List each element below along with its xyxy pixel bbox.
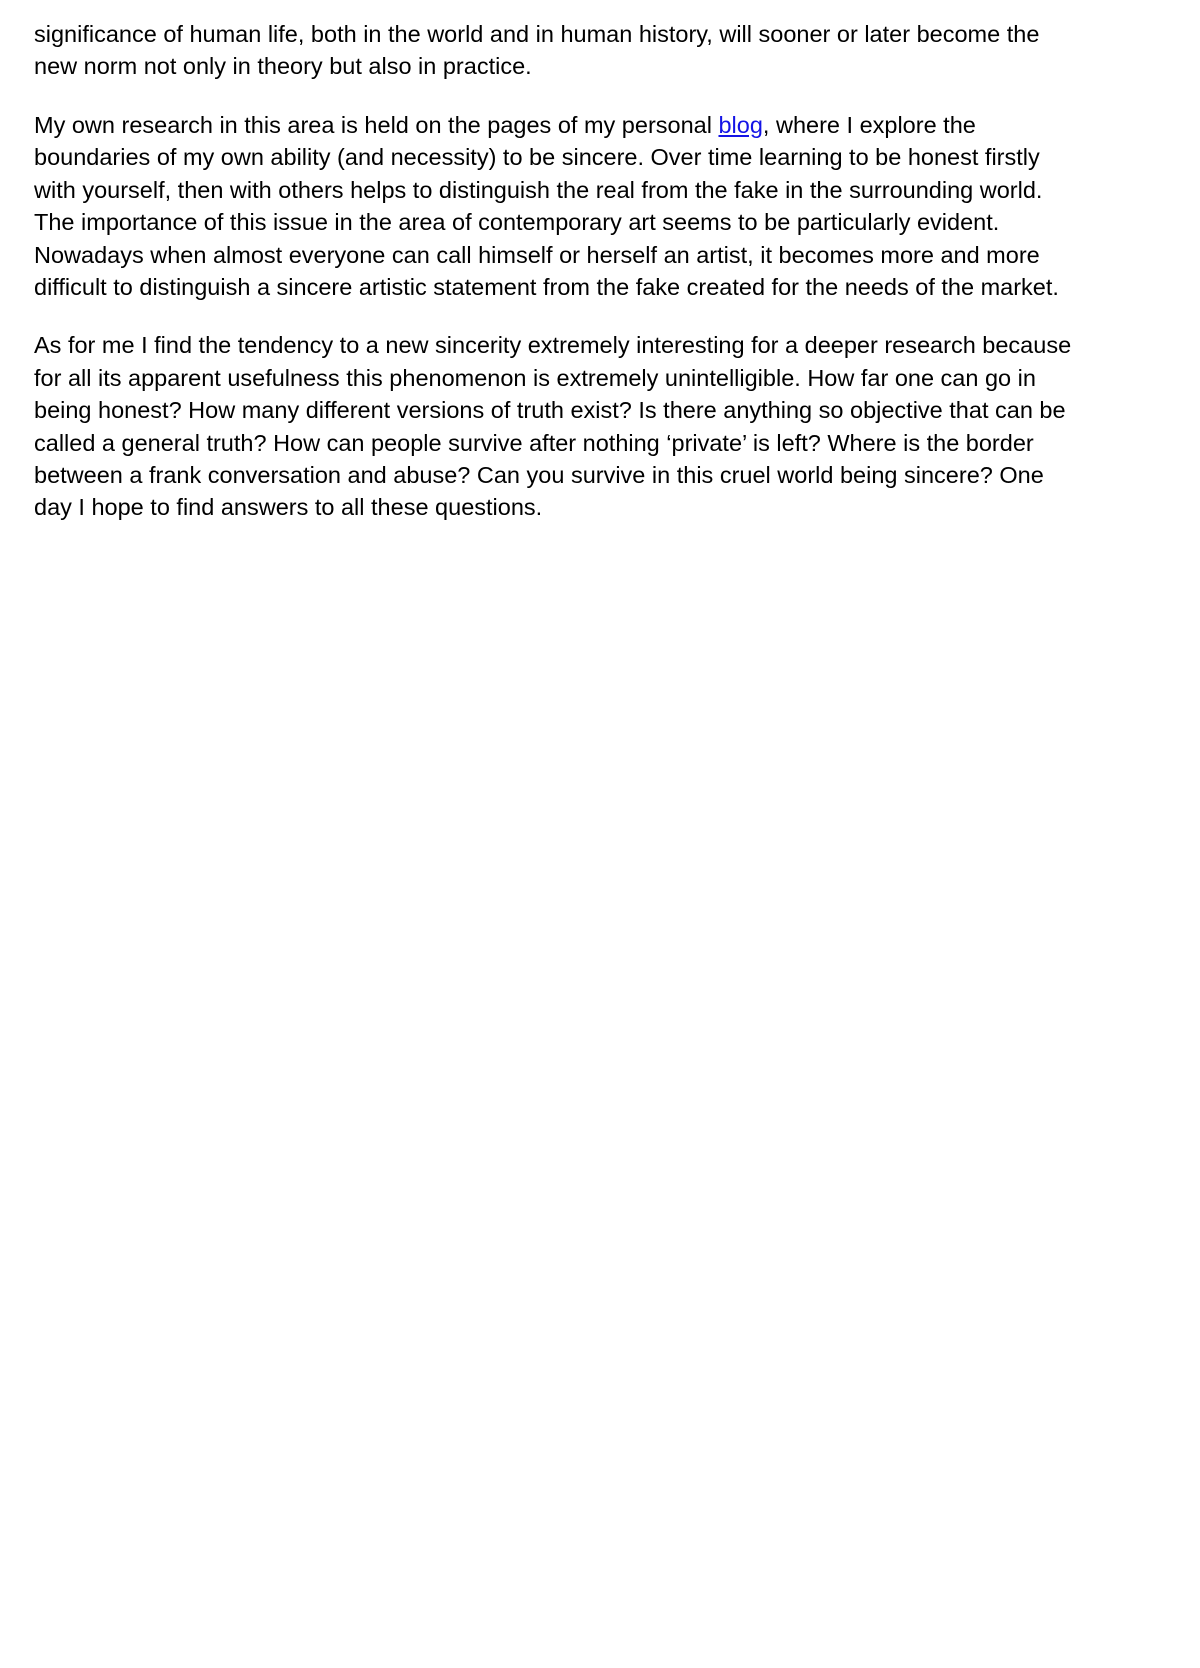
paragraph-2 [34,109,1082,304]
paragraph-2-text-after-link: , where I explore the boundaries of my own ability (and necessity) to be sincere. Over time learning to be honest firstly with yourself, then with others helps to distinguish the real from the fake in the surrounding world. The importance of this issue in the area of contemporary art seems to be particularly evident. Nowadays when almost everyone can call himself or herself an artist, it becomes more and more difficult to distinguish a sincere artistic statement from the fake created for the needs of the market. [34,111,1059,300]
blog-link[interactable]: blog [718,111,763,138]
paragraph-3: As for me I find the tendency to a new sincerity extremely interesting for a deeper research because for all its apparent usefulness this phenomenon is extremely unintelligible. How far one can go in being honest? How many different versions of truth exist? Is there anything so objective that can be called a general truth? How can people survive after nothing ‘private’ is left? Where is the border between a frank conversation and abuse? Can you survive in this cruel world being sincere? One day I hope to find answers to all these questions. [34,332,1072,521]
paragraph-1: significance of human life, both in the world and in human history, will sooner or later become the new norm not only in theory but also in practice. [34,21,1040,80]
document-body [34,18,1082,524]
paragraph-2-text-before-link: My own research in this area is held on the pages of my personal [34,111,719,138]
